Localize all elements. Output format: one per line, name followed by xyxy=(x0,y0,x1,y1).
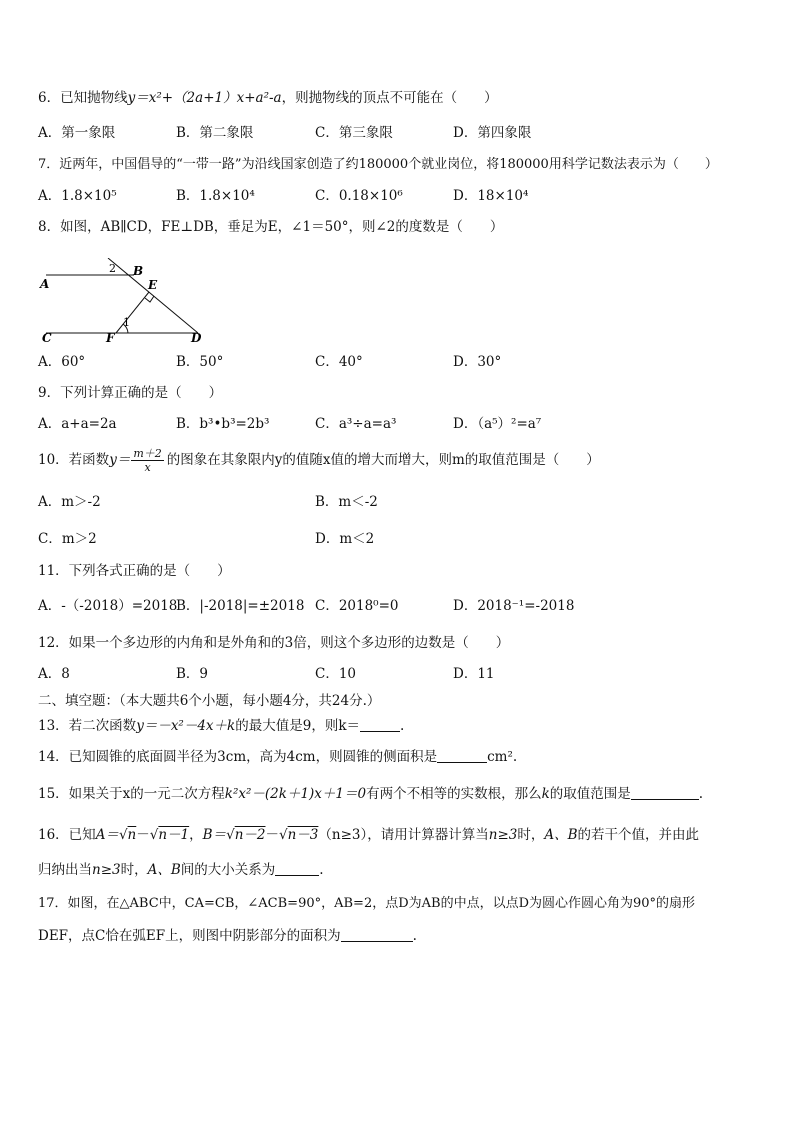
q10-option-b: B．m＜-2 xyxy=(315,494,378,510)
question-15-stem xyxy=(38,785,703,803)
question-10-stem xyxy=(38,446,600,474)
q11-option-b: B．|-2018|=±2018 xyxy=(176,598,305,614)
question-14-stem xyxy=(38,748,517,766)
q7-option-a: A．1.8×10⁵ xyxy=(38,188,117,204)
q16-line2-b: 时， xyxy=(120,862,148,878)
q9-option-c: C．a³÷a=a³ xyxy=(315,416,397,432)
question-16-line-2 xyxy=(38,861,324,879)
q8-geometry-figure xyxy=(36,258,216,348)
q13-prefix: 13．若二次函数 xyxy=(38,718,137,734)
q6-option-c: C．第三象限 xyxy=(315,125,393,141)
q10-fraction-denominator: x xyxy=(144,461,151,474)
q6-formula: y＝x²+（2a+1）x+a²-a xyxy=(127,90,282,106)
q6-suffix: ，则抛物线的顶点不可能在（ ） xyxy=(281,90,498,106)
q16-A-minus: － xyxy=(136,827,150,843)
question-7-stem: 7．近两年，中国倡导的“一带一路”为沿线国家创造了约180000个就业岗位，将180000用科学记数法表示为（ ） xyxy=(38,157,718,172)
label-D: D xyxy=(191,331,202,345)
q12-option-b: B．9 xyxy=(176,666,209,682)
q12-option-c: C．10 xyxy=(315,666,357,682)
q6-prefix: 6．已知抛物线 xyxy=(38,90,128,106)
q11-option-d: D．2018⁻¹=-2018 xyxy=(453,598,575,614)
question-13-stem xyxy=(38,717,404,735)
label-E: E xyxy=(148,278,158,292)
q16-cond: （n≥3） xyxy=(318,827,368,843)
q16-cond2: n≥3 xyxy=(488,827,518,843)
q9-option-b: B．b³•b³=2b³ xyxy=(176,416,270,432)
q15-middle: 有两个不相等的实数根，那么 xyxy=(366,786,542,802)
q8-option-c: C．40° xyxy=(315,354,363,370)
q10-prefix: 10．若函数 xyxy=(38,452,110,468)
q11-option-c: C．2018⁰=0 xyxy=(315,598,399,614)
q16-AB: A、B xyxy=(544,827,578,843)
q16-line2-cond: n≥3 xyxy=(92,862,121,878)
label-F: F xyxy=(106,331,115,345)
q10-fraction-numerator: m＋2 xyxy=(133,447,162,460)
q7-option-d: D．18×10⁴ xyxy=(453,188,529,204)
q10-option-d: D．m＜2 xyxy=(315,531,375,547)
q17-line2: DEF，点C恰在弧EF上，则图中阴影部分的面积为 xyxy=(38,928,341,944)
q6-option-a: A．第一象限 xyxy=(38,125,116,141)
q16-text1: ，请用计算器计算当 xyxy=(367,827,489,843)
q16-line2-c: 间的大小关系为 xyxy=(180,862,276,878)
q15-answer-blank[interactable] xyxy=(631,787,699,800)
question-17-line-1: 17．如图，在△ABC中，CA=CB，∠ACB=90°，AB=2，点D为AB的中点，以点D为圆心作圆心角为90°的扇形 xyxy=(38,896,696,911)
q16-A-root2: √n－1 xyxy=(149,827,190,843)
label-A: A xyxy=(40,277,50,291)
question-16-line-1 xyxy=(38,826,699,844)
q16-B-root1: √n－2 xyxy=(226,827,266,843)
q12-option-a: A．8 xyxy=(38,666,70,682)
q15-prefix: 15．如果关于x的一元二次方程 xyxy=(38,786,225,802)
q13-answer-blank[interactable] xyxy=(360,719,400,732)
section-2-heading: 二、填空题：（本大题共6个小题，每小题4分，共24分.） xyxy=(38,693,381,709)
label-B: B xyxy=(133,264,144,278)
q6-option-b: B．第二象限 xyxy=(176,125,254,141)
q14-prefix: 14．已知圆锥的底面圆半径为3cm，高为4cm，则圆锥的侧面积是 xyxy=(38,749,438,765)
q10-option-c: C．m＞2 xyxy=(38,531,97,547)
question-8-stem: 8．如图，AB∥CD，FE⊥DB，垂足为E，∠1＝50°，则∠2的度数是（ ） xyxy=(38,219,504,235)
q12-option-d: D．11 xyxy=(453,666,495,682)
q15-suffix: 的取值范围是 xyxy=(549,786,631,802)
q16-text3: 的若干个值，并由此 xyxy=(577,827,700,843)
q16-prefix: 16．已知 xyxy=(38,827,96,843)
q13-end: . xyxy=(400,718,405,734)
q16-B-root2: √n－3 xyxy=(278,827,319,843)
label-C: C xyxy=(42,331,52,345)
label-angle-1: 1 xyxy=(123,316,130,329)
q10-func-lhs: y＝ xyxy=(109,452,131,468)
q16-answer-blank[interactable] xyxy=(275,863,319,876)
q16-B-lhs: B＝ xyxy=(202,827,227,843)
q16-end: . xyxy=(319,862,324,878)
q6-option-d: D．第四象限 xyxy=(453,125,532,141)
q13-formula: y＝－x²－4x＋k xyxy=(136,718,236,734)
question-6-stem xyxy=(38,89,498,107)
q14-answer-blank[interactable] xyxy=(437,750,487,763)
q16-B-minus: － xyxy=(265,827,279,843)
q13-suffix: 的最大值是9，则k＝ xyxy=(235,718,361,734)
q7-option-b: B．1.8×10⁴ xyxy=(176,188,255,204)
q17-end: . xyxy=(412,928,417,944)
q14-end: cm². xyxy=(487,749,518,765)
q11-option-a: A．-（-2018）=2018 xyxy=(38,598,178,614)
q10-option-a: A．m＞-2 xyxy=(38,494,101,510)
q17-answer-blank[interactable] xyxy=(341,929,413,942)
question-11-stem: 11．下列各式正确的是（ ） xyxy=(38,563,231,579)
q7-option-c: C．0.18×10⁶ xyxy=(315,188,403,204)
q9-option-d: D．（a⁵）²=a⁷ xyxy=(453,416,542,432)
q16-sep: ， xyxy=(189,827,203,843)
q8-option-a: A．60° xyxy=(38,354,86,370)
question-9-stem: 9．下列计算正确的是（ ） xyxy=(38,385,223,401)
label-angle-2: 2 xyxy=(109,262,116,275)
q15-formula: k²x²－(2k＋1)x＋1＝0 xyxy=(224,786,367,802)
question-12-stem: 12．如果一个多边形的内角和是外角和的3倍，则这个多边形的边数是（ ） xyxy=(38,635,510,651)
q10-fraction xyxy=(131,447,163,474)
q10-suffix: 的图象在其象限内y的值随x值的增大而增大，则m的取值范围是（ ） xyxy=(166,452,600,468)
q15-end: . xyxy=(698,786,704,802)
q16-line2-AB: A、B xyxy=(147,862,181,878)
q9-option-a: A．a+a=2a xyxy=(38,416,117,432)
question-17-line-2 xyxy=(38,927,417,945)
q16-A-root1: √n xyxy=(118,827,137,843)
q16-A-lhs: A＝ xyxy=(95,827,119,843)
q15-var: k xyxy=(541,786,550,802)
q8-option-d: D．30° xyxy=(453,354,502,370)
q16-line2-a: 归纳出当 xyxy=(38,862,92,878)
q8-option-b: B．50° xyxy=(176,354,224,370)
q16-text2: 时， xyxy=(517,827,545,843)
